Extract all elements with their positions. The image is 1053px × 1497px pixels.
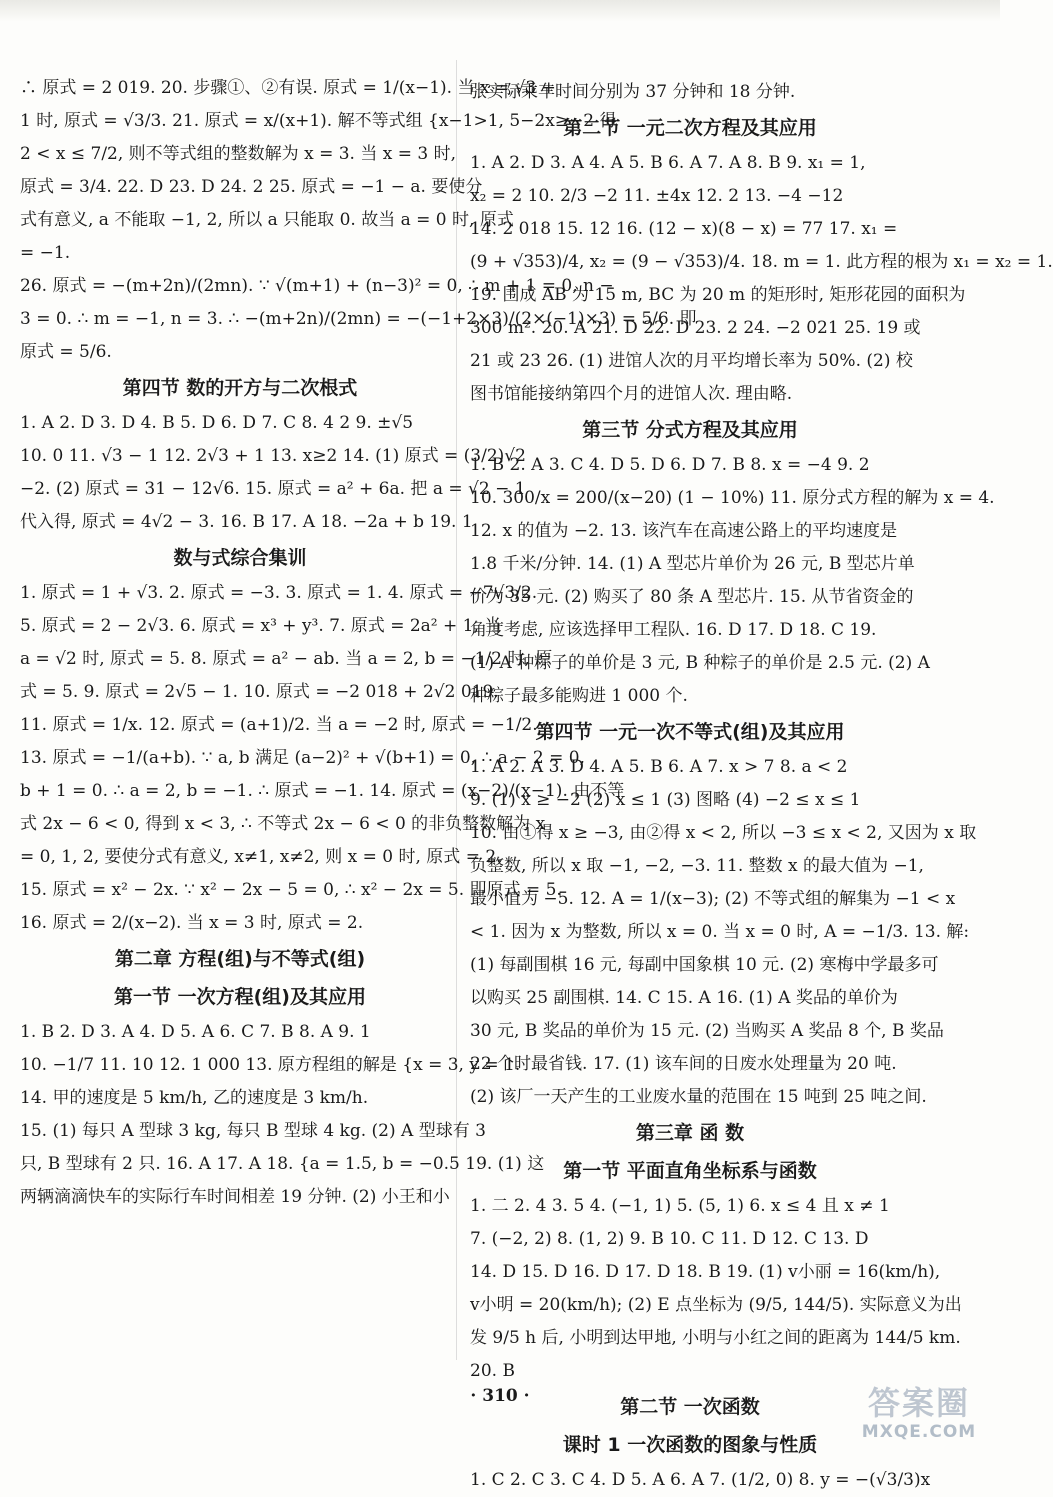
answer-line: −2. (2) 原式 = 31 − 12√6. 15. 原式 = a² + 6a. 把 a = √2 − 1 bbox=[20, 479, 526, 499]
answer-line: 10. 300/x = 200/(x−20) (1 − 10%) 11. 原分式方程的解为 x = 4. bbox=[470, 488, 995, 508]
answer-line: 15. 原式 = x² − 2x. ∵ x² − 2x − 5 = 0, ∴ x² − 2x = 5. 即原式 = 5. bbox=[20, 880, 562, 900]
answer-line: 式 2x − 6 < 0, 得到 x < 3, ∴ 不等式 2x − 6 < 0 的非负整数解为 x bbox=[20, 814, 546, 834]
answer-line: 角度考虑, 应该选择甲工程队. 16. D 17. D 18. C 19. bbox=[470, 620, 877, 640]
section-heading: 课时 1 一次函数的图象与性质 bbox=[562, 1434, 818, 1456]
answer-line: 1.8 千米/分钟. 14. (1) A 型芯片单价为 26 元, B 型芯片单 bbox=[470, 554, 915, 574]
section-heading: 第二节 一元二次方程及其应用 bbox=[563, 117, 817, 139]
watermark-logo-text: 答案圈 bbox=[867, 1384, 970, 1422]
answer-line: 1. A 2. D 3. D 4. B 5. D 6. D 7. C 8. 4 2 9. ±√5 bbox=[20, 413, 414, 433]
answer-line: 1 时, 原式 = √3/3. 21. 原式 = x/(x+1). 解不等式组 {x−1>1, 5−2x≥−2 得 bbox=[20, 111, 617, 131]
answer-line: 10. −1/7 11. 10 12. 1 000 13. 原方程组的解是 {x = 3, y = 1. bbox=[20, 1055, 521, 1075]
answer-line: 5. 原式 = 2 − 2√3. 6. 原式 = x³ + y³. 7. 原式 = 2a² + 1, 当 bbox=[20, 616, 502, 636]
answer-line: (1) 每副围棋 16 元, 每副中国象棋 10 元. (2) 寒梅中学最多可 bbox=[470, 955, 939, 975]
answer-line: 原式 = 3/4. 22. D 23. D 24. 2 25. 原式 = −1 − a. 要使分 bbox=[20, 177, 483, 197]
section-heading: 第二节 一次函数 bbox=[620, 1396, 760, 1418]
answer-line: 1. 原式 = 1 + √3. 2. 原式 = −3. 3. 原式 = 1. 4. 原式 = −7√3/2. bbox=[20, 583, 538, 603]
answer-line: 26. 原式 = −(m+2n)/(2mn). ∵ √(m+1) + (n−3)² = 0, ∴ m + 1 = 0, n − bbox=[20, 276, 614, 296]
answer-line: 9. (1) x ≥ −2 (2) x ≤ 1 (3) 图略 (4) −2 ≤ x ≤ 1 bbox=[470, 790, 861, 810]
answer-line: 价为 35 元. (2) 购买了 80 条 A 型芯片. 15. 从节省资金的 bbox=[470, 587, 914, 607]
answer-line: 1. 二 2. 4 3. 5 4. (−1, 1) 5. (5, 1) 6. x ≤ 4 且 x ≠ 1 bbox=[470, 1196, 890, 1216]
answer-line: 1. B 2. A 3. C 4. D 5. D 6. D 7. B 8. x = −4 9. 2 bbox=[470, 455, 870, 475]
answer-line: 种粽子最多能购进 1 000 个. bbox=[470, 686, 688, 706]
answer-line: 15. (1) 每只 A 型球 3 kg, 每只 B 型球 4 kg. (2) A 型球有 3 bbox=[20, 1121, 486, 1141]
answer-line: 3 = 0. ∴ m = −1, n = 3. ∴ −(m+2n)/(2mn) = −(−1+2×3)/(2×(−1)×3) = 5/6. 即 bbox=[20, 309, 697, 329]
answer-line: (2) 该厂一天产生的工业废水量的范围在 15 吨到 25 吨之间. bbox=[470, 1087, 927, 1107]
answer-line: 300 m². 20. A 21. D 22. D 23. 2 24. −2 021 25. 19 或 bbox=[470, 318, 921, 338]
answer-line: 12. x 的值为 −2. 13. 该汽车在高速公路上的平均速度是 bbox=[470, 521, 898, 541]
answer-line: 式有意义, a 不能取 −1, 2, 所以 a 只能取 0. 故当 a = 0 时, 原式 bbox=[20, 210, 514, 230]
answer-line: = −1. bbox=[20, 243, 71, 263]
answer-line: 1. C 2. C 3. C 4. D 5. A 6. A 7. (1/2, 0) 8. y = −(√3/3)x bbox=[470, 1470, 931, 1490]
answer-line: 两辆滴滴快车的实际行车时间相差 19 分钟. (2) 小王和小 bbox=[20, 1187, 450, 1207]
answer-line: 14. 甲的速度是 5 km/h, 乙的速度是 3 km/h. bbox=[20, 1088, 369, 1108]
watermark-url: MXQE.COM bbox=[861, 1422, 977, 1442]
answer-line: 负整数, 所以 x 取 −1, −2, −3. 11. 整数 x 的最大值为 −1, bbox=[470, 856, 924, 876]
answer-line: 代入得, 原式 = 4√2 − 3. 16. B 17. A 18. −2a + b 19. 1 bbox=[20, 512, 473, 532]
answer-line: 1. A 2. D 3. A 4. A 5. B 6. A 7. A 8. B 9. x₁ = 1, bbox=[470, 153, 866, 173]
answer-line: 13. 原式 = −1/(a+b). ∵ a, b 满足 (a−2)² + √(b+1) = 0, ∴ a − 2 = 0, bbox=[20, 748, 586, 768]
answer-line: 10. 0 11. √3 − 1 12. 2√3 + 1 13. x≥2 14. (1) 原式 = (3/2)√2 bbox=[20, 446, 526, 466]
answer-line: 7. (−2, 2) 8. (1, 2) 9. B 10. C 11. D 12. C 13. D bbox=[470, 1229, 869, 1249]
answer-line: 1. A 2. A 3. D 4. A 5. B 6. A 7. x > 7 8. a < 2 bbox=[470, 757, 848, 777]
answer-line: 30 元, B 奖品的单价为 15 元. (2) 当购买 A 奖品 8 个, B 奖品 bbox=[470, 1021, 944, 1041]
answer-line: 22 个时最省钱. 17. (1) 该车间的日废水处理量为 20 吨. bbox=[470, 1054, 897, 1074]
section-heading: 第三章 函 数 bbox=[635, 1122, 745, 1144]
answer-line: ∴ 原式 = 2 019. 20. 步骤①、②有误. 原式 = 1/(x−1). 当 x = √3 + bbox=[20, 78, 556, 98]
answer-line: 最小值为 −5. 12. A = 1/(x−3); (2) 不等式组的解集为 −1 < x bbox=[470, 889, 956, 909]
answer-line: 原式 = 5/6. bbox=[20, 342, 112, 362]
section-heading: 第二章 方程(组)与不等式(组) bbox=[114, 948, 366, 970]
answer-line: 以购买 25 副围棋. 14. C 15. A 16. (1) A 奖品的单价为 bbox=[470, 988, 898, 1008]
section-heading: 第三节 分式方程及其应用 bbox=[582, 419, 798, 441]
answer-line: x₂ = 2 10. 2/3 −2 11. ±4x 12. 2 13. −4 −12 bbox=[470, 186, 844, 206]
answer-line: 2 < x ≤ 7/2, 则不等式组的整数解为 x = 3. 当 x = 3 时, bbox=[20, 144, 457, 164]
section-heading: 数与式综合集训 bbox=[173, 547, 307, 569]
answer-line: 1. B 2. D 3. A 4. D 5. A 6. C 7. B 8. A 9. 1 bbox=[20, 1022, 371, 1042]
section-heading: 第四节 一元一次不等式(组)及其应用 bbox=[535, 721, 845, 743]
answer-line: < 1. 因为 x 为整数, 所以 x = 0. 当 x = 0 时, A = −1/3. 13. 解: bbox=[470, 922, 970, 942]
answer-line: 20. B bbox=[470, 1361, 515, 1381]
scan-edge bbox=[0, 0, 1000, 22]
answer-line: 10. 由①得 x ≥ −3, 由②得 x < 2, 所以 −3 ≤ x < 2, 又因为 x 取 bbox=[470, 823, 977, 843]
answer-line: 21 或 23 26. (1) 进馆人次的月平均增长率为 50%. (2) 校 bbox=[470, 351, 913, 371]
answer-line: 14. 2 018 15. 12 16. (12 − x)(8 − x) = 77 17. x₁ = bbox=[470, 219, 898, 239]
answer-line: 张实际乘车时间分别为 37 分钟和 18 分钟. bbox=[470, 82, 796, 102]
answer-line: 19. 围成 AB 为 15 m, BC 为 20 m 的矩形时, 矩形花园的面积为 bbox=[470, 285, 966, 305]
answer-line: b + 1 = 0. ∴ a = 2, b = −1. ∴ 原式 = −1. 14. 原式 = (x−2)/(x−1). 由不等 bbox=[20, 781, 625, 801]
answer-line: = 0, 1, 2, 要使分式有意义, x≠1, x≠2, 则 x = 0 时, 原式 = 2. bbox=[20, 847, 502, 867]
answer-line: 图书馆能接纳第四个月的进馆人次. 理由略. bbox=[470, 384, 793, 404]
answer-line: 发 9/5 h 后, 小明到达甲地, 小明与小红之间的距离为 144/5 km. bbox=[470, 1328, 961, 1348]
section-heading: 第一节 一次方程(组)及其应用 bbox=[114, 986, 366, 1008]
answer-line: 只, B 型球有 2 只. 16. A 17. A 18. {a = 1.5, b = −0.5 19. (1) 这 bbox=[20, 1154, 545, 1174]
answer-line: 11. 原式 = 1/x. 12. 原式 = (a+1)/2. 当 a = −2 时, 原式 = −1/2. bbox=[20, 715, 538, 735]
section-heading: 第一节 平面直角坐标系与函数 bbox=[563, 1160, 817, 1182]
answer-line: 14. D 15. D 16. D 17. D 18. B 19. (1) v小丽 = 16(km/h), bbox=[470, 1262, 941, 1282]
watermark-logo bbox=[844, 1378, 994, 1448]
answer-line: (1) A 种粽子的单价是 3 元, B 种粽子的单价是 2.5 元. (2) A bbox=[470, 653, 930, 673]
answer-line: 16. 原式 = 2/(x−2). 当 x = 3 时, 原式 = 2. bbox=[20, 913, 364, 933]
answer-line: (9 + √353)/4, x₂ = (9 − √353)/4. 18. m = 1. 此方程的根为 x₁ = x₂ = 1. bbox=[470, 252, 1053, 272]
answer-line: 式 = 5. 9. 原式 = 2√5 − 1. 10. 原式 = −2 018 + 2√2 019. bbox=[20, 682, 499, 702]
answer-line: a = √2 时, 原式 = 5. 8. 原式 = a² − ab. 当 a = 2, b = −1/2 时, 原 bbox=[20, 649, 553, 669]
page-number: · 310 · bbox=[470, 1386, 530, 1406]
section-heading: 第四节 数的开方与二次根式 bbox=[122, 377, 358, 399]
answer-line: v小明 = 20(km/h); (2) E 点坐标为 (9/5, 144/5). 实际意义为出 bbox=[470, 1295, 962, 1315]
